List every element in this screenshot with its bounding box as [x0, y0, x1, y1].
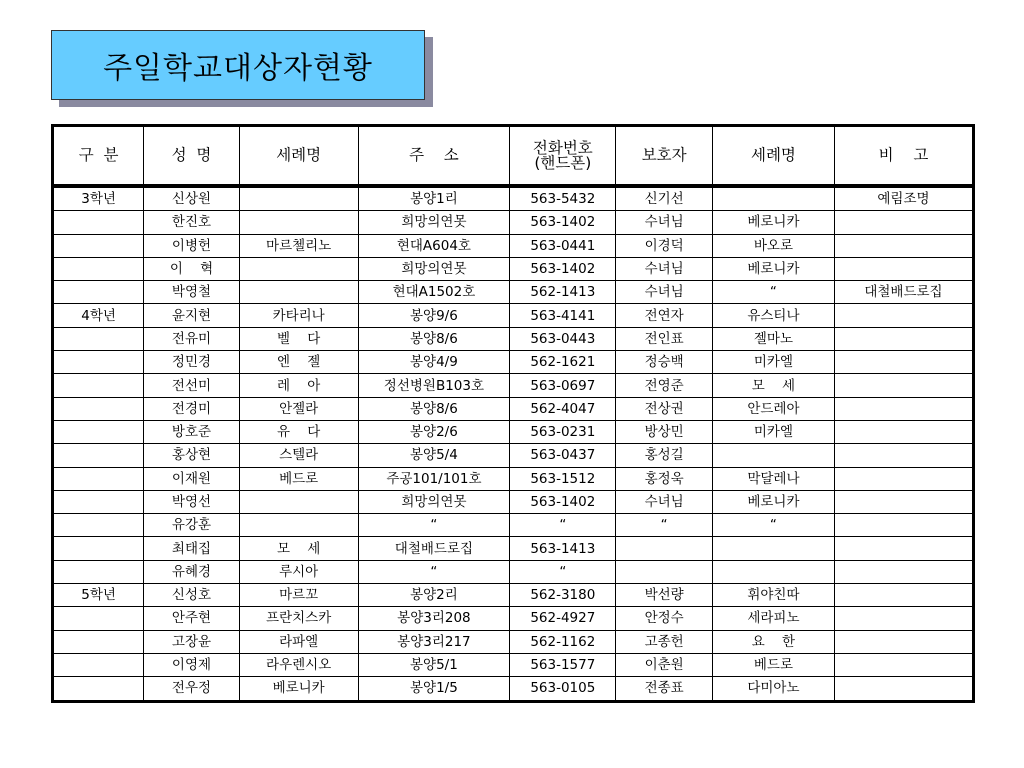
table-row [53, 257, 974, 280]
header-guardian: 보호자 [616, 126, 713, 187]
address-cell: 봉양8/6 [358, 397, 510, 420]
name-cell: 박영철 [144, 281, 239, 304]
name-cell: 고장윤 [144, 630, 239, 653]
grade-cell [53, 514, 144, 537]
address-cell: 봉양2/6 [358, 420, 510, 443]
guardian-baptismal-name-cell [712, 537, 834, 560]
address-cell: 봉양2리 [358, 584, 510, 607]
guardian-baptismal-name-cell: 미카엘 [712, 420, 834, 443]
name-cell: 홍상현 [144, 444, 239, 467]
table-row [53, 514, 974, 537]
remarks-cell [834, 420, 973, 443]
guardian-cell: 박선량 [616, 584, 713, 607]
address-cell: 희망의연못 [358, 211, 510, 234]
baptismal-name-cell [239, 211, 358, 234]
guardian-cell: 전영준 [616, 374, 713, 397]
guardian-cell: 수녀님 [616, 257, 713, 280]
grade-cell: 3학년 [53, 186, 144, 211]
remarks-cell [834, 327, 973, 350]
remarks-cell: 대철배드로집 [834, 281, 973, 304]
remarks-cell [834, 211, 973, 234]
name-cell: 방호준 [144, 420, 239, 443]
baptismal-name-cell: 라파엘 [239, 630, 358, 653]
remarks-cell [834, 653, 973, 676]
table-row [53, 186, 974, 211]
remarks-cell [834, 374, 973, 397]
guardian-cell: 방상민 [616, 420, 713, 443]
table-row [53, 444, 974, 467]
remarks-cell [834, 630, 973, 653]
address-cell: 봉양5/1 [358, 653, 510, 676]
guardian-baptismal-name-cell: 베로니카 [712, 490, 834, 513]
remarks-cell [834, 444, 973, 467]
name-cell: 전경미 [144, 397, 239, 420]
grade-cell [53, 397, 144, 420]
remarks-cell: 예림조명 [834, 186, 973, 211]
student-roster-table [51, 124, 975, 703]
guardian-baptismal-name-cell: 바오로 [712, 234, 834, 257]
address-cell: 봉양3리208 [358, 607, 510, 630]
baptismal-name-cell: 엔 젤 [239, 351, 358, 374]
grade-cell [53, 537, 144, 560]
header-remarks: 비 고 [834, 126, 973, 187]
address-cell: 봉양1리 [358, 186, 510, 211]
guardian-cell: 전인표 [616, 327, 713, 350]
phone-cell: 563-1402 [510, 257, 616, 280]
guardian-baptismal-name-cell: 안드레아 [712, 397, 834, 420]
table-row [53, 327, 974, 350]
table-row [53, 653, 974, 676]
phone-cell: 562-4047 [510, 397, 616, 420]
guardian-baptismal-name-cell: 유스티나 [712, 304, 834, 327]
grade-cell [53, 630, 144, 653]
table-row [53, 304, 974, 327]
guardian-baptismal-name-cell [712, 186, 834, 211]
name-cell: 전우정 [144, 677, 239, 701]
phone-cell: “ [510, 514, 616, 537]
address-cell: 봉양8/6 [358, 327, 510, 350]
header-grade: 구 분 [53, 126, 144, 187]
guardian-cell [616, 560, 713, 583]
guardian-baptismal-name-cell: 모 세 [712, 374, 834, 397]
remarks-cell [834, 351, 973, 374]
baptismal-name-cell [239, 281, 358, 304]
header-address: 주 소 [358, 126, 510, 187]
grade-cell [53, 211, 144, 234]
address-cell: 봉양5/4 [358, 444, 510, 467]
guardian-baptismal-name-cell: 다미아노 [712, 677, 834, 701]
grade-cell [53, 444, 144, 467]
table-row [53, 281, 974, 304]
phone-cell: 562-1162 [510, 630, 616, 653]
remarks-cell [834, 490, 973, 513]
name-cell: 정민경 [144, 351, 239, 374]
remarks-cell [834, 397, 973, 420]
remarks-cell [834, 677, 973, 701]
baptismal-name-cell [239, 186, 358, 211]
guardian-baptismal-name-cell: 휘야친따 [712, 584, 834, 607]
page-title: 주일학교대상자현황 [51, 30, 425, 100]
guardian-cell: 신기선 [616, 186, 713, 211]
remarks-cell [834, 584, 973, 607]
name-cell: 신성호 [144, 584, 239, 607]
name-cell: 전선미 [144, 374, 239, 397]
phone-cell: 562-3180 [510, 584, 616, 607]
phone-cell: 563-0105 [510, 677, 616, 701]
guardian-baptismal-name-cell: 세라피노 [712, 607, 834, 630]
grade-cell: 4학년 [53, 304, 144, 327]
table-row [53, 467, 974, 490]
address-cell: 현대A1502호 [358, 281, 510, 304]
phone-cell: 562-4927 [510, 607, 616, 630]
address-cell: 희망의연못 [358, 257, 510, 280]
baptismal-name-cell: 프란치스카 [239, 607, 358, 630]
phone-cell: 562-1413 [510, 281, 616, 304]
guardian-cell: 홍성길 [616, 444, 713, 467]
name-cell: 전유미 [144, 327, 239, 350]
remarks-cell [834, 607, 973, 630]
table-row [53, 560, 974, 583]
guardian-cell: 이춘원 [616, 653, 713, 676]
address-cell: 대철배드로집 [358, 537, 510, 560]
table-row [53, 630, 974, 653]
guardian-cell: 정승백 [616, 351, 713, 374]
address-cell: 봉양9/6 [358, 304, 510, 327]
address-cell: 봉양4/9 [358, 351, 510, 374]
guardian-baptismal-name-cell: “ [712, 514, 834, 537]
baptismal-name-cell: 레 아 [239, 374, 358, 397]
phone-cell: 563-1402 [510, 490, 616, 513]
address-cell: 봉양1/5 [358, 677, 510, 701]
phone-cell: 563-1402 [510, 211, 616, 234]
phone-cell: 563-1577 [510, 653, 616, 676]
header-phone-line1: 전화번호 [532, 138, 593, 157]
address-cell: 주공101/101호 [358, 467, 510, 490]
table-body [53, 186, 974, 701]
address-cell: 현대A604호 [358, 234, 510, 257]
name-cell: 유혜경 [144, 560, 239, 583]
address-cell: 희망의연못 [358, 490, 510, 513]
guardian-baptismal-name-cell: 베로니카 [712, 257, 834, 280]
name-cell: 최태집 [144, 537, 239, 560]
header-name: 성 명 [144, 126, 239, 187]
baptismal-name-cell: 베드로 [239, 467, 358, 490]
phone-cell: 563-1413 [510, 537, 616, 560]
guardian-cell: 수녀님 [616, 281, 713, 304]
guardian-cell: 전상권 [616, 397, 713, 420]
grade-cell [53, 234, 144, 257]
name-cell: 안주현 [144, 607, 239, 630]
name-cell: 이 혁 [144, 257, 239, 280]
baptismal-name-cell [239, 514, 358, 537]
phone-cell: 563-1512 [510, 467, 616, 490]
phone-cell: 563-4141 [510, 304, 616, 327]
remarks-cell [834, 560, 973, 583]
remarks-cell [834, 467, 973, 490]
name-cell: 이재원 [144, 467, 239, 490]
grade-cell [53, 257, 144, 280]
guardian-baptismal-name-cell [712, 560, 834, 583]
guardian-cell: 고종헌 [616, 630, 713, 653]
name-cell: 신상원 [144, 186, 239, 211]
grade-cell [53, 560, 144, 583]
baptismal-name-cell: 모 세 [239, 537, 358, 560]
phone-cell: 563-0437 [510, 444, 616, 467]
table-row [53, 537, 974, 560]
phone-cell: 563-0231 [510, 420, 616, 443]
remarks-cell [834, 257, 973, 280]
table-row [53, 211, 974, 234]
phone-cell: 563-5432 [510, 186, 616, 211]
table-row [53, 351, 974, 374]
guardian-cell: 안정수 [616, 607, 713, 630]
grade-cell [53, 677, 144, 701]
baptismal-name-cell: 카타리나 [239, 304, 358, 327]
guardian-baptismal-name-cell [712, 444, 834, 467]
baptismal-name-cell: 베로니카 [239, 677, 358, 701]
header-guardian-baptismal-name: 세례명 [712, 126, 834, 187]
guardian-cell [616, 537, 713, 560]
guardian-baptismal-name-cell: 막달레나 [712, 467, 834, 490]
grade-cell [53, 374, 144, 397]
guardian-cell: 수녀님 [616, 490, 713, 513]
address-cell: 봉양3리217 [358, 630, 510, 653]
table-row [53, 234, 974, 257]
baptismal-name-cell [239, 257, 358, 280]
guardian-baptismal-name-cell: 베드로 [712, 653, 834, 676]
remarks-cell [834, 304, 973, 327]
grade-cell [53, 351, 144, 374]
guardian-cell: 이경덕 [616, 234, 713, 257]
guardian-cell: 수녀님 [616, 211, 713, 234]
grade-cell: 5학년 [53, 584, 144, 607]
baptismal-name-cell: 루시아 [239, 560, 358, 583]
table-row [53, 397, 974, 420]
remarks-cell [834, 234, 973, 257]
table-row [53, 677, 974, 701]
grade-cell [53, 327, 144, 350]
name-cell: 한진호 [144, 211, 239, 234]
table-row [53, 584, 974, 607]
phone-cell: 563-0441 [510, 234, 616, 257]
address-cell: “ [358, 560, 510, 583]
baptismal-name-cell [239, 490, 358, 513]
baptismal-name-cell: 마르꼬 [239, 584, 358, 607]
header-phone-line2: (핸드폰) [534, 153, 592, 172]
guardian-cell: 전종표 [616, 677, 713, 701]
header-baptismal-name: 세례명 [239, 126, 358, 187]
table-row [53, 374, 974, 397]
baptismal-name-cell: 마르첼리노 [239, 234, 358, 257]
guardian-cell: 전연자 [616, 304, 713, 327]
baptismal-name-cell: 벨 다 [239, 327, 358, 350]
baptismal-name-cell: 유 다 [239, 420, 358, 443]
guardian-cell: “ [616, 514, 713, 537]
guardian-baptismal-name-cell: “ [712, 281, 834, 304]
phone-cell: 562-1621 [510, 351, 616, 374]
guardian-baptismal-name-cell: 미카엘 [712, 351, 834, 374]
grade-cell [53, 420, 144, 443]
table-row [53, 607, 974, 630]
guardian-cell: 홍정욱 [616, 467, 713, 490]
baptismal-name-cell: 안젤라 [239, 397, 358, 420]
table-row [53, 420, 974, 443]
guardian-baptismal-name-cell: 젤마노 [712, 327, 834, 350]
baptismal-name-cell: 라우렌시오 [239, 653, 358, 676]
name-cell: 이영제 [144, 653, 239, 676]
grade-cell [53, 490, 144, 513]
address-cell: “ [358, 514, 510, 537]
grade-cell [53, 467, 144, 490]
header-phone [510, 126, 616, 187]
baptismal-name-cell: 스텔라 [239, 444, 358, 467]
name-cell: 이병헌 [144, 234, 239, 257]
guardian-baptismal-name-cell: 요 한 [712, 630, 834, 653]
address-cell: 정선병원B103호 [358, 374, 510, 397]
remarks-cell [834, 514, 973, 537]
grade-cell [53, 281, 144, 304]
table-header-row [53, 126, 974, 187]
table-row [53, 490, 974, 513]
phone-cell: “ [510, 560, 616, 583]
phone-cell: 563-0443 [510, 327, 616, 350]
name-cell: 윤지현 [144, 304, 239, 327]
guardian-baptismal-name-cell: 베로니카 [712, 211, 834, 234]
phone-cell: 563-0697 [510, 374, 616, 397]
grade-cell [53, 653, 144, 676]
grade-cell [53, 607, 144, 630]
remarks-cell [834, 537, 973, 560]
name-cell: 박영선 [144, 490, 239, 513]
name-cell: 유강훈 [144, 514, 239, 537]
